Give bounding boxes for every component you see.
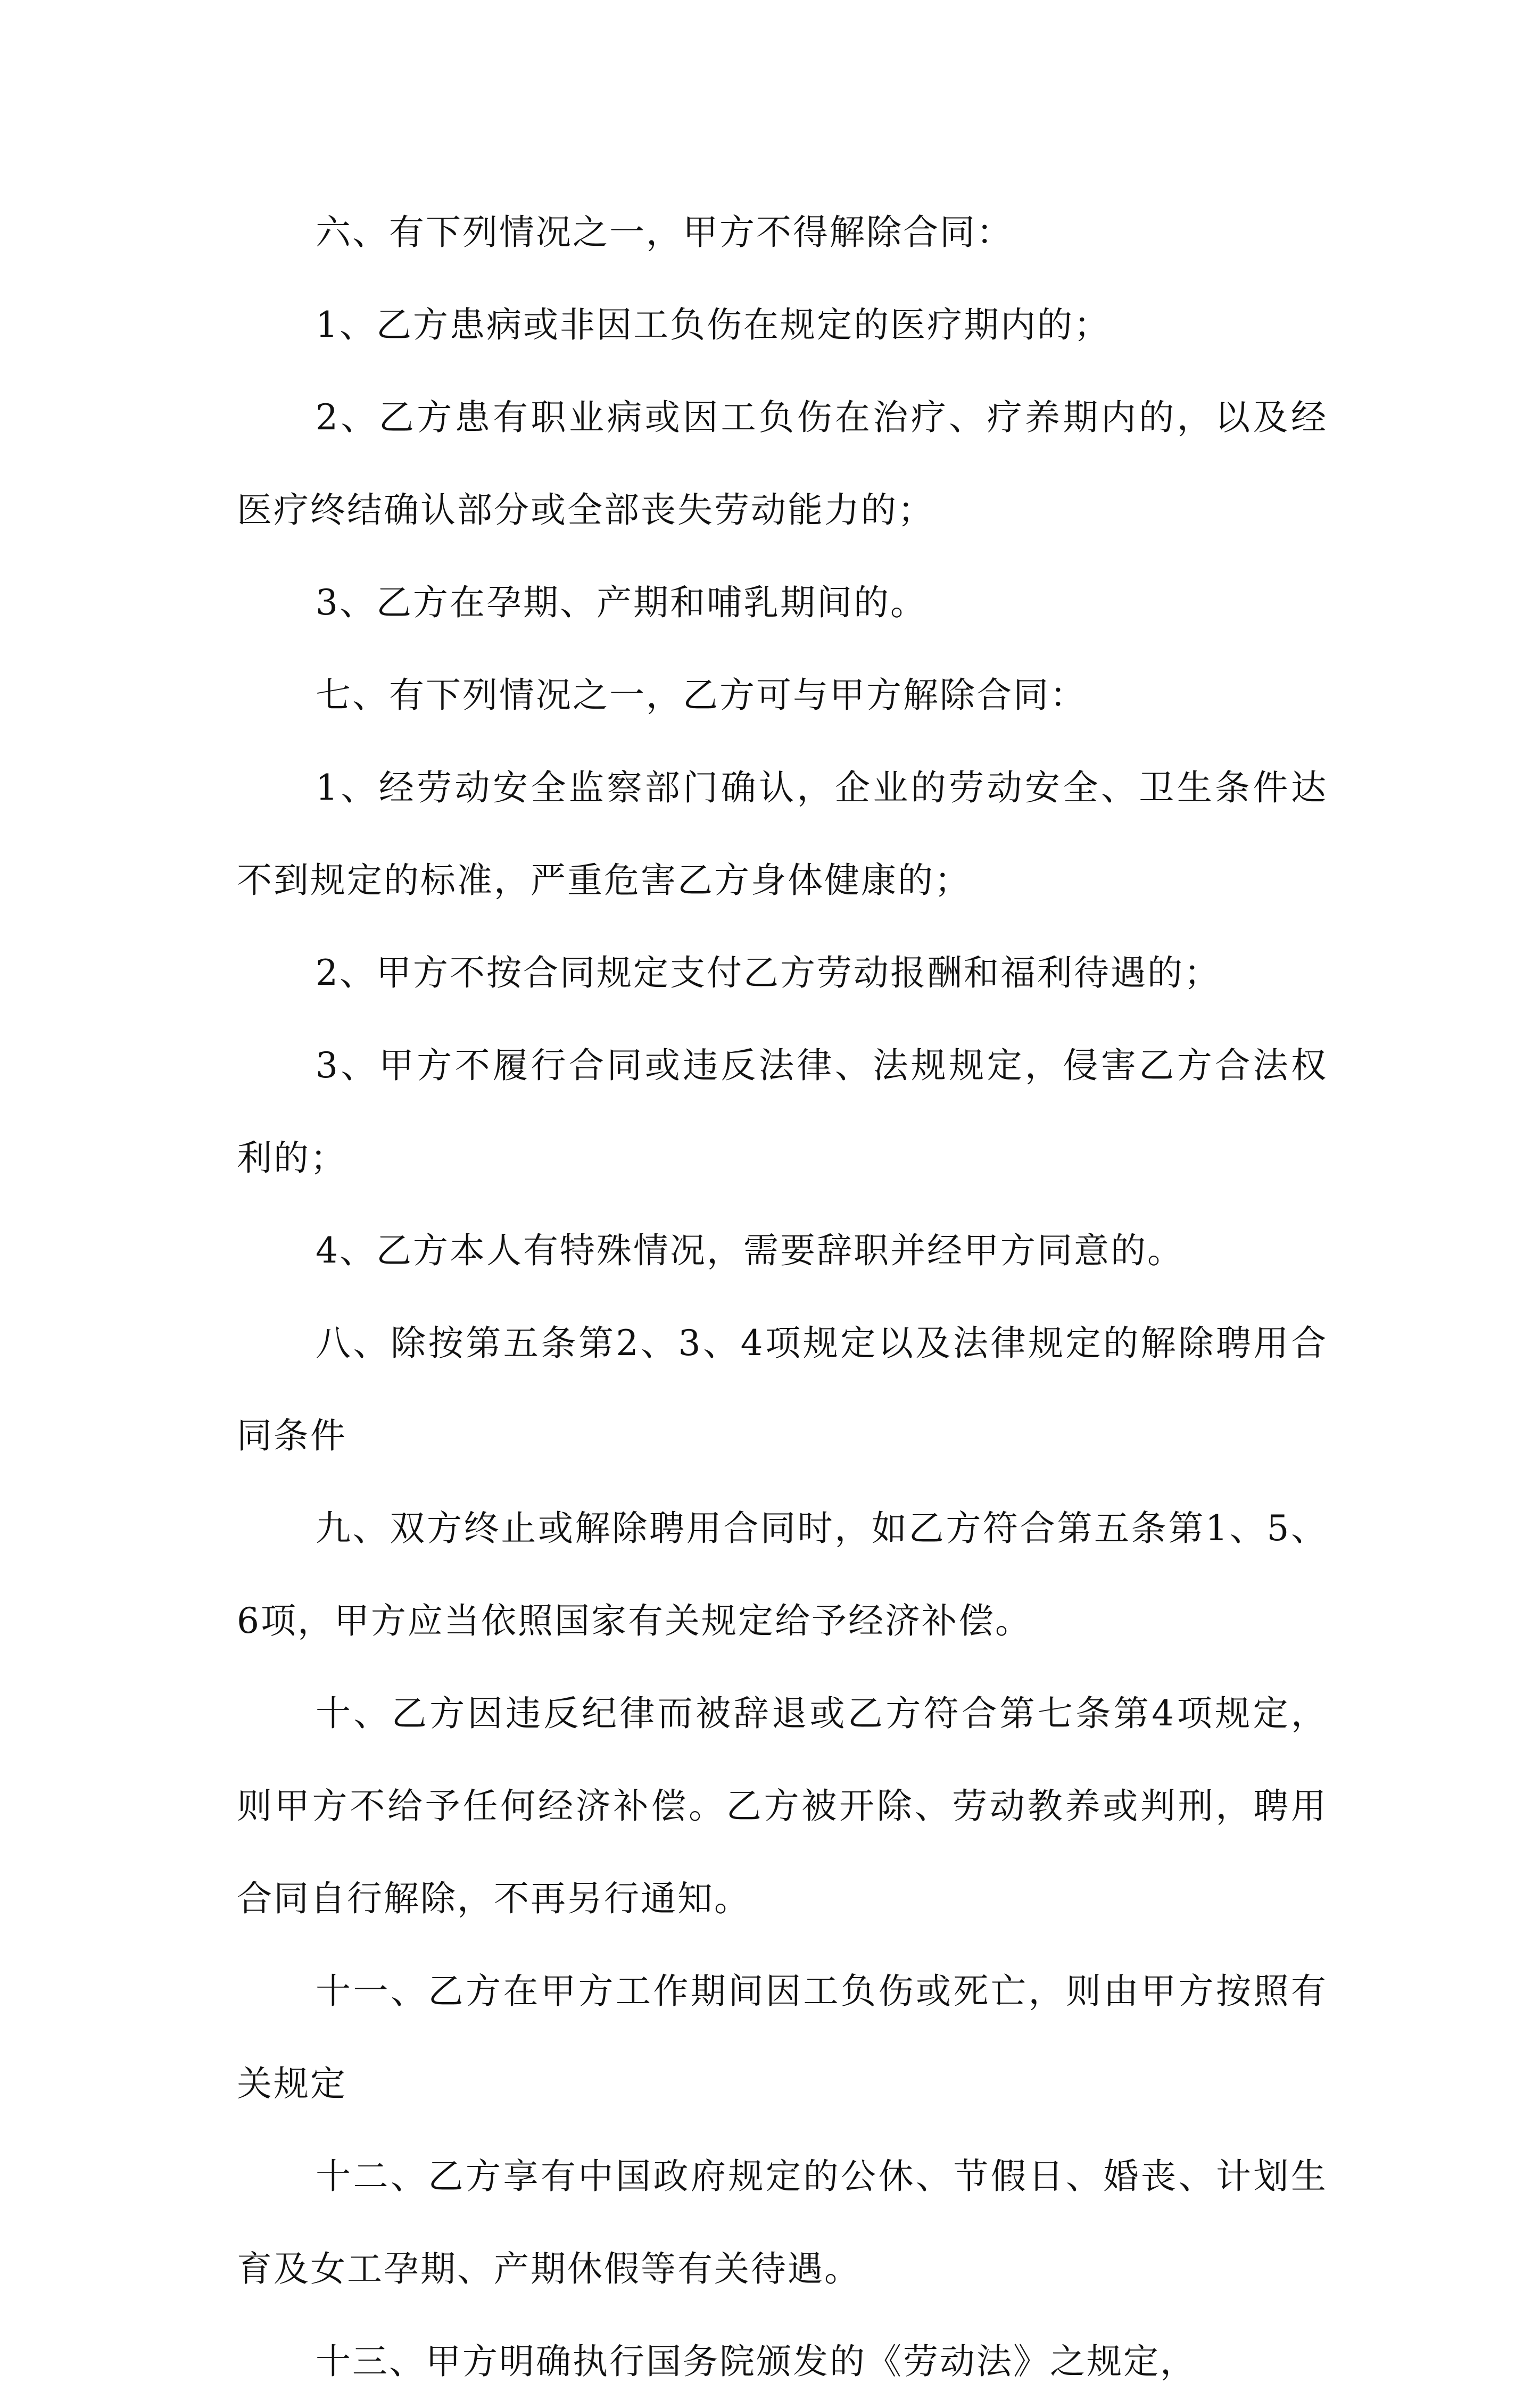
document-body xyxy=(237,186,1328,2408)
clause-6-item-2: 2、乙方患有职业病或因工负伤在治疗、疗养期内的，以及经医疗终结确认部分或全部丧失劳动能力的； xyxy=(237,397,1328,530)
clause-13: 十三、甲方明确执行国务院颁发的《劳动法》之规定， xyxy=(316,2341,1197,2382)
clause-7-item-3: 3、甲方不履行合同或违反法律、法规规定，侵害乙方合法权利的； xyxy=(237,1045,1328,1178)
clause-7-item-1: 1、经劳动安全监察部门确认，企业的劳动安全、卫生条件达不到规定的标准，严重危害乙方身体健康的； xyxy=(237,767,1328,901)
clause-12: 十二、乙方享有中国政府规定的公休、节假日、婚丧、计划生育及女工孕期、产期休假等有关待遇。 xyxy=(237,2156,1328,2289)
clause-6-item-1: 1、乙方患病或非因工负伤在规定的医疗期内的； xyxy=(316,304,1111,345)
clause-7-heading: 七、有下列情况之一，乙方可与甲方解除合同： xyxy=(316,675,1087,716)
clause-7-item-2: 2、甲方不按合同规定支付乙方劳动报酬和福利待遇的； xyxy=(316,952,1221,993)
clause-6-item-3: 3、乙方在孕期、产期和哺乳期间的。 xyxy=(316,582,927,623)
clause-11: 十一、乙方在甲方工作期间因工负伤或死亡，则由甲方按照有关规定 xyxy=(237,1971,1328,2104)
clause-8: 八、除按第五条第2、3、4项规定以及法律规定的解除聘用合同条件 xyxy=(237,1323,1328,1456)
clause-7-item-4: 4、乙方本人有特殊情况，需要辞职并经甲方同意的。 xyxy=(316,1230,1184,1271)
clause-9: 九、双方终止或解除聘用合同时，如乙方符合第五条第1、5、6项，甲方应当依照国家有关规定给予经济补偿。 xyxy=(237,1508,1328,1641)
clause-10: 十、乙方因违反纪律而被辞退或乙方符合第七条第4项规定，则甲方不给予任何经济补偿。乙方被开除、劳动教养或判刑，聘用合同自行解除，不再另行通知。 xyxy=(237,1693,1328,1919)
clause-6-heading: 六、有下列情况之一，甲方不得解除合同： xyxy=(316,212,1013,253)
